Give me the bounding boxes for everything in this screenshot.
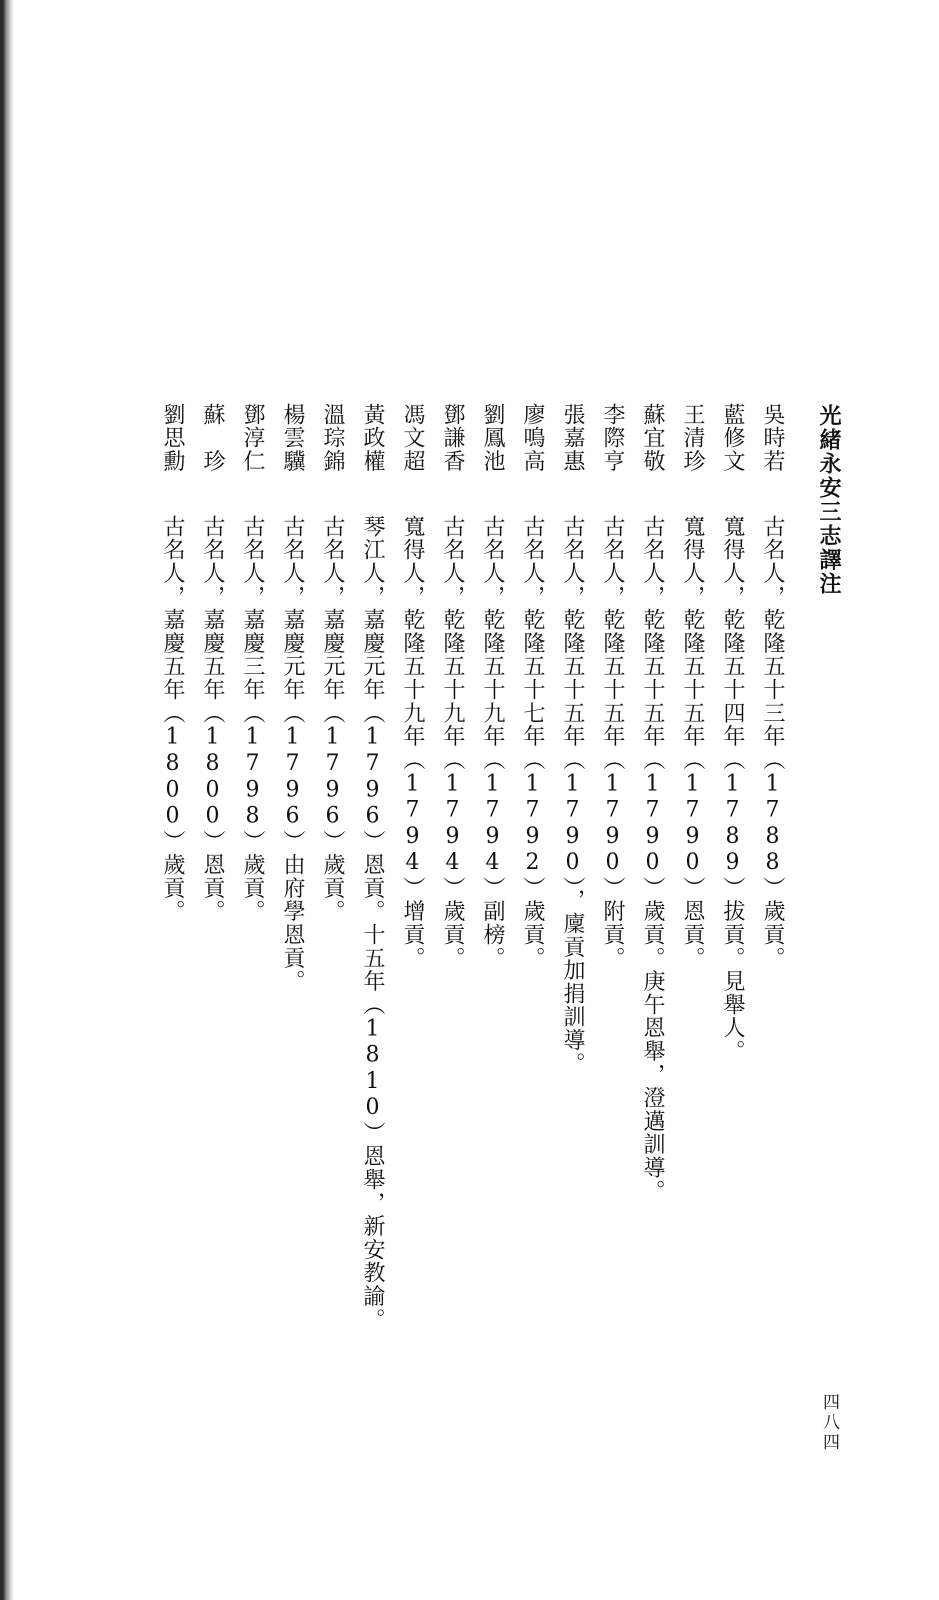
entry-column — [512, 403, 552, 1203]
entry-name: 黃政權 — [360, 403, 385, 473]
entry-text: 古名人，乾隆五十九年（1794）副榜。 — [480, 515, 505, 970]
entry-column — [552, 403, 592, 1203]
entry-column — [472, 403, 512, 1203]
entry-text: 古名人，嘉慶元年（1796）歲貢。 — [320, 515, 345, 924]
entry-name: 藍修文 — [720, 403, 745, 473]
entry-text: 古名人，乾隆五十五年（1790）歲貢。庚午恩舉，澄邁訓導。 — [640, 515, 665, 1203]
entry-text: 古名人，乾隆五十九年（1794）歲貢。 — [440, 515, 465, 970]
entry-text: 琴江人，嘉慶元年（1796）恩貢。十五年（1810）恩舉，新安教諭。 — [360, 515, 385, 1332]
entry-column — [192, 403, 232, 1203]
entry-name: 劉鳳池 — [480, 403, 505, 473]
running-title: 光緒永安三志譯注 — [816, 404, 842, 596]
scan-edge-shadow — [0, 0, 14, 1600]
entry-column — [312, 403, 352, 1203]
entry-column — [672, 403, 712, 1203]
entry-text: 古名人，嘉慶五年（1800）恩貢。 — [200, 515, 225, 924]
entry-name: 鄧淳仁 — [240, 403, 265, 473]
entry-text: 古名人，嘉慶五年（1800）歲貢。 — [160, 515, 185, 924]
entry-column — [592, 403, 632, 1203]
entry-name: 蘇宜敬 — [640, 403, 665, 473]
entry-list — [132, 403, 792, 1332]
entry-column — [432, 403, 472, 1203]
entry-column — [232, 403, 272, 1203]
entry-text: 古名人，乾隆五十七年（1792）歲貢。 — [520, 515, 545, 970]
entry-name: 蘇 珍 — [200, 403, 225, 473]
entry-text: 古名人，嘉慶三年（1798）歲貢。 — [240, 515, 265, 924]
entry-text: 寬得人，乾隆五十四年（1789）拔貢。見舉人。 — [720, 515, 745, 1063]
entry-column — [392, 403, 432, 1203]
entry-text: 古名人，乾隆五十五年（1790）附貢。 — [600, 515, 625, 970]
entry-column — [712, 403, 752, 1203]
entry-text: 寬得人，乾隆五十九年（1794）增貢。 — [400, 515, 425, 970]
entry-column — [752, 403, 792, 1203]
entry-text: 古名人，嘉慶元年（1796）由府學恩貢。 — [280, 515, 305, 993]
entry-name: 楊雲驥 — [280, 403, 305, 473]
entry-name: 張嘉惠 — [560, 403, 585, 473]
entry-name: 王清珍 — [680, 403, 705, 473]
entry-name: 吳時若 — [760, 403, 785, 473]
entry-column — [152, 403, 192, 1203]
entry-text: 古名人，乾隆五十五年（1790），廩貢加捐訓導。 — [560, 515, 585, 1076]
entry-name: 廖鳴高 — [520, 403, 545, 473]
entry-column — [272, 403, 312, 1203]
entry-column — [352, 403, 392, 1332]
page-number: 四八四 — [819, 1393, 839, 1453]
entry-name: 李際亨 — [600, 403, 625, 473]
entry-name: 劉思勳 — [160, 403, 185, 473]
entry-name: 溫琮錦 — [320, 403, 345, 473]
entry-name: 馮文超 — [400, 403, 425, 473]
entry-text: 寬得人，乾隆五十五年（1790）恩貢。 — [680, 515, 705, 970]
entry-text: 古名人，乾隆五十三年（1788）歲貢。 — [760, 515, 785, 970]
entry-column — [632, 403, 672, 1203]
entry-name: 鄧謙香 — [440, 403, 465, 473]
